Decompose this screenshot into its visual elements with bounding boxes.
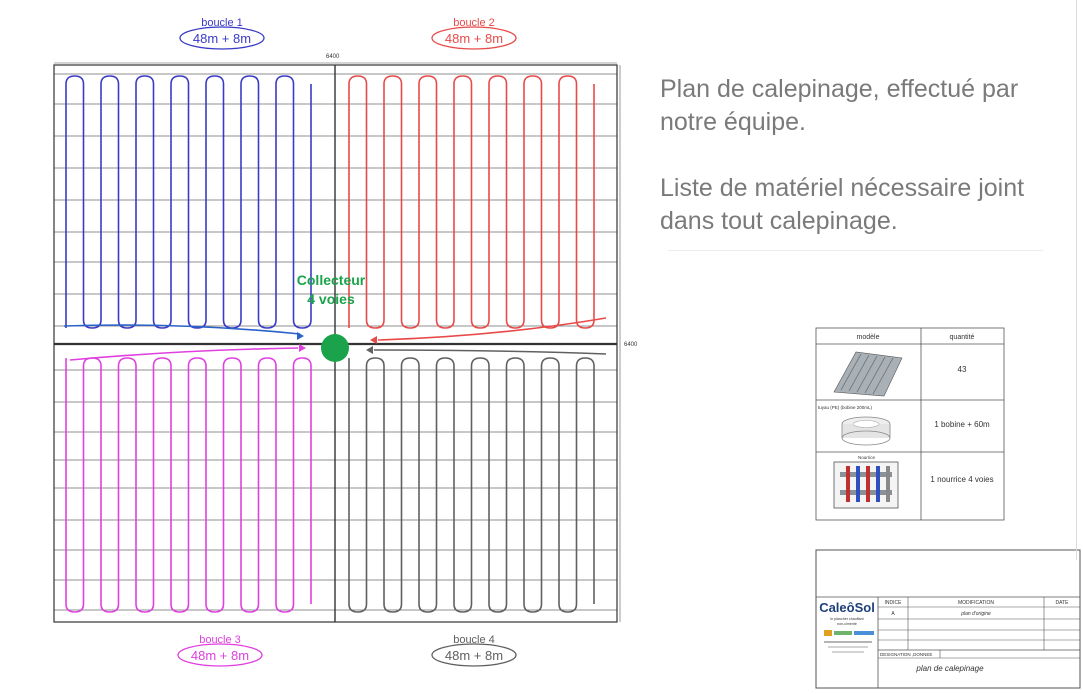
dimension-right: 6400 <box>624 342 638 348</box>
loop-1-length: 48m + 8m <box>192 31 252 46</box>
title-block-modification: plan d'origine <box>961 611 991 617</box>
loop-1-arrow <box>297 332 304 340</box>
collector-label-line1: Collecteur <box>296 272 366 288</box>
brand-name: CaleôSol <box>819 600 875 615</box>
loop-2-return <box>378 318 606 340</box>
loop-label-1 <box>180 17 264 49</box>
brand-subtitle-2: non-cimenté <box>837 622 857 626</box>
loop-2-pipe <box>349 76 594 328</box>
loop-2-arrow <box>370 336 377 344</box>
loop-1-name: boucle 1 <box>201 17 243 29</box>
materials-header-quantity: quantité <box>949 334 975 341</box>
description-materials: Liste de matériel nécessaire joint dans tout calepinage. <box>660 174 1025 235</box>
loop-label-2 <box>432 17 516 49</box>
title-block-designation: DESIGNATION ,DONNEE <box>880 652 933 657</box>
title-block-plan-title: plan de calepinage <box>916 664 984 673</box>
collector <box>297 272 366 362</box>
description-plan: Plan de calepinage, effectué par notre équipe. <box>660 75 1019 136</box>
collector-label-line2: 4 voies <box>307 291 355 307</box>
loop-3-arrow <box>299 344 306 352</box>
collector-marker <box>321 334 349 362</box>
divider <box>668 250 1043 251</box>
loop-2-length: 48m + 8m <box>444 31 504 46</box>
loop-4-length: 48m + 8m <box>444 648 504 663</box>
loop-4-return <box>374 350 606 354</box>
materials-row3-quantity: 1 nourrice 4 voies <box>930 475 994 484</box>
loop-3-length: 48m + 8m <box>190 648 250 663</box>
materials-row3-caption: Nourrice <box>858 455 876 460</box>
manifold-image <box>834 462 898 508</box>
title-block-col-date: DATE <box>1055 600 1069 606</box>
loop-1-pipe <box>66 76 311 328</box>
title-block-indice: A <box>891 611 895 617</box>
dimension-top: 6400 <box>326 54 340 60</box>
materials-row2-caption: tuyau (PE) (bobine 200mL) <box>818 405 873 410</box>
materials-row2-quantity: 1 bobine + 60m <box>934 420 990 429</box>
materials-row1-quantity: 43 <box>957 365 967 374</box>
loop-3-pipe <box>66 358 311 612</box>
materials-header-model: modèle <box>856 334 880 341</box>
loop-4-name: boucle 4 <box>453 634 495 646</box>
materials-table <box>816 328 1004 520</box>
loop-2-name: boucle 2 <box>453 17 495 29</box>
loop-label-4 <box>432 634 516 666</box>
loop-4-pipe <box>349 358 594 612</box>
loop-3-name: boucle 3 <box>199 634 241 646</box>
title-block <box>816 550 1080 688</box>
title-block-col-indice: INDICE <box>884 600 902 606</box>
edge-line <box>1076 0 1077 560</box>
brand-subtitle-1: le plancher chauffant <box>830 617 864 621</box>
loop-4-arrow <box>366 346 373 354</box>
loop-label-3 <box>178 634 262 666</box>
title-block-col-modification: MODIFICATION <box>957 600 995 606</box>
